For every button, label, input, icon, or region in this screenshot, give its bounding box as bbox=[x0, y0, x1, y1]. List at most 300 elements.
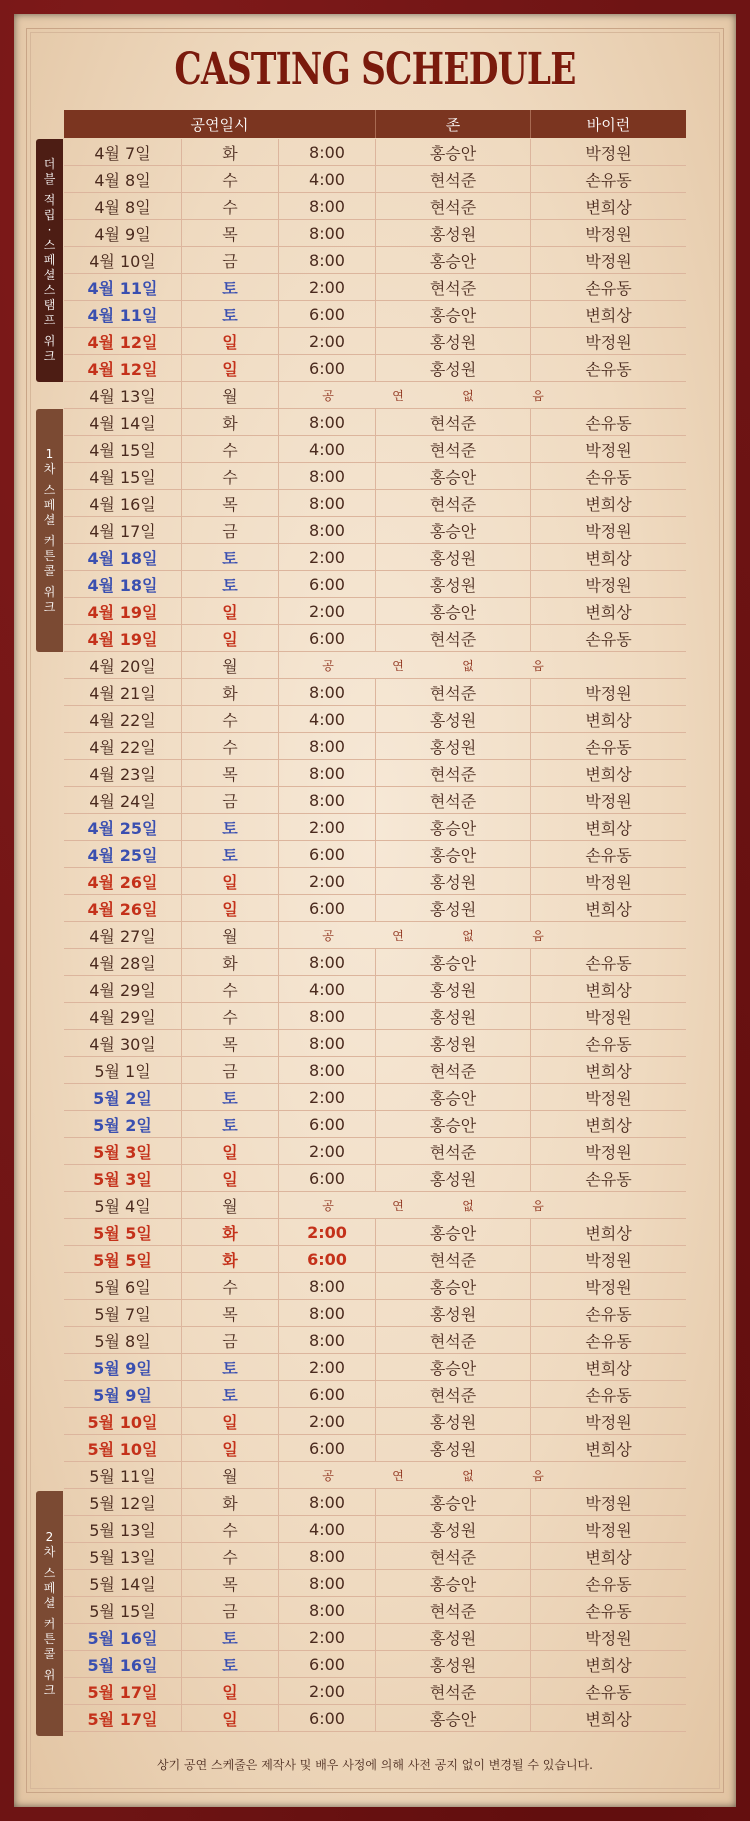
day-cell: 일 bbox=[182, 1678, 279, 1704]
date-cell: 5월 7일 bbox=[64, 1300, 182, 1326]
table-row bbox=[64, 1327, 686, 1354]
violin-cast-cell: 손유동 bbox=[585, 1385, 632, 1405]
violin-cast-cell: 손유동 bbox=[585, 413, 632, 433]
day-cell: 토 bbox=[182, 1111, 279, 1137]
side-label-char: 차 bbox=[43, 461, 56, 476]
john-cast-cell: 현석준 bbox=[376, 787, 531, 813]
date-cell: 5월 11일 bbox=[64, 1462, 182, 1488]
table-row bbox=[64, 463, 686, 490]
time-cell: 8:00 bbox=[279, 1030, 376, 1056]
day-cell: 월 bbox=[182, 652, 279, 678]
john-cast-cell: 홍성원 bbox=[376, 355, 531, 381]
side-label-char: 프 bbox=[43, 313, 56, 327]
date-cell: 5월 5일 bbox=[64, 1219, 182, 1245]
violin-cast-cell: 손유동 bbox=[585, 359, 632, 379]
table-row bbox=[64, 328, 686, 355]
side-label-special-curtain-call-week-1 bbox=[36, 409, 63, 652]
side-label-char: 2 bbox=[45, 1529, 54, 1544]
no-show-cell bbox=[279, 1462, 589, 1488]
side-label-char: 페 bbox=[43, 253, 56, 267]
violin-cast-cell: 박정원 bbox=[585, 791, 632, 811]
john-cast-cell: 홍성원 bbox=[376, 1651, 531, 1677]
time-cell: 6:00 bbox=[279, 1705, 376, 1731]
no-show-char: 음 bbox=[532, 1468, 546, 1483]
day-cell: 토 bbox=[182, 841, 279, 867]
date-cell: 4월 7일 bbox=[64, 139, 182, 165]
john-cast-cell: 현석준 bbox=[376, 409, 531, 435]
violin-cast-cell: 손유동 bbox=[585, 1169, 632, 1189]
day-cell: 목 bbox=[182, 220, 279, 246]
day-cell: 수 bbox=[182, 463, 279, 489]
table-row bbox=[64, 1651, 686, 1678]
violin-cast-cell: 박정원 bbox=[585, 1142, 632, 1162]
date-cell: 4월 26일 bbox=[64, 868, 182, 894]
side-label-char: 스 bbox=[43, 1565, 56, 1580]
john-cast-cell: 현석준 bbox=[376, 625, 531, 651]
table-row bbox=[64, 1111, 686, 1138]
side-label-char: 스 bbox=[43, 482, 56, 497]
violin-cast-cell: 변희상 bbox=[585, 305, 632, 325]
date-cell: 4월 22일 bbox=[64, 706, 182, 732]
side-label-char: 위 bbox=[43, 334, 56, 348]
time-cell: 2:00 bbox=[279, 1138, 376, 1164]
violin-cast-cell: 변희상 bbox=[585, 1439, 632, 1459]
table-row bbox=[64, 1462, 686, 1489]
date-cell: 5월 12일 bbox=[64, 1489, 182, 1515]
john-cast-cell: 현석준 bbox=[376, 1327, 531, 1353]
day-cell: 금 bbox=[182, 787, 279, 813]
day-cell: 화 bbox=[182, 1246, 279, 1272]
day-cell: 화 bbox=[182, 409, 279, 435]
date-cell: 5월 4일 bbox=[64, 1192, 182, 1218]
john-cast-cell: 현석준 bbox=[376, 166, 531, 192]
no-show-char: 공 bbox=[322, 1198, 336, 1213]
day-cell: 수 bbox=[182, 1003, 279, 1029]
page-title: CASTING SCHEDULE bbox=[174, 44, 576, 95]
no-show-char: 없 bbox=[462, 1198, 476, 1213]
table-row bbox=[64, 1516, 686, 1543]
john-cast-cell: 현석준 bbox=[376, 274, 531, 300]
time-cell: 6:00 bbox=[279, 355, 376, 381]
time-cell: 8:00 bbox=[279, 760, 376, 786]
date-cell: 4월 9일 bbox=[64, 220, 182, 246]
john-cast-cell: 홍승안 bbox=[376, 598, 531, 624]
day-cell: 수 bbox=[182, 733, 279, 759]
time-cell: 2:00 bbox=[279, 328, 376, 354]
john-cast-cell: 홍성원 bbox=[376, 733, 531, 759]
date-cell: 5월 9일 bbox=[64, 1354, 182, 1380]
table-row bbox=[64, 355, 686, 382]
side-label-char: 크 bbox=[43, 1682, 56, 1697]
side-label-char: 셜 bbox=[43, 268, 56, 282]
date-cell: 4월 29일 bbox=[64, 1003, 182, 1029]
table-row bbox=[64, 1354, 686, 1381]
day-cell: 금 bbox=[182, 247, 279, 273]
john-cast-cell: 홍성원 bbox=[376, 1003, 531, 1029]
violin-cast-cell: 박정원 bbox=[585, 575, 632, 595]
john-cast-cell: 현석준 bbox=[376, 1597, 531, 1623]
violin-cast-cell: 박정원 bbox=[585, 332, 632, 352]
time-cell: 2:00 bbox=[279, 1219, 376, 1245]
day-cell: 토 bbox=[182, 301, 279, 327]
date-cell: 5월 1일 bbox=[64, 1057, 182, 1083]
violin-cast-cell: 변희상 bbox=[585, 1061, 632, 1081]
violin-cast-cell: 박정원 bbox=[585, 440, 632, 460]
date-cell: 4월 20일 bbox=[64, 652, 182, 678]
day-cell: 금 bbox=[182, 1057, 279, 1083]
no-show-char: 공 bbox=[322, 928, 336, 943]
side-label-char: 콜 bbox=[43, 1646, 56, 1661]
table-row bbox=[64, 814, 686, 841]
day-cell: 화 bbox=[182, 1219, 279, 1245]
violin-cast-cell: 변희상 bbox=[585, 710, 632, 730]
no-show-char: 연 bbox=[392, 658, 406, 673]
no-show-char: 없 bbox=[462, 1468, 476, 1483]
time-cell: 8:00 bbox=[279, 1273, 376, 1299]
side-label-char: 크 bbox=[43, 599, 56, 614]
table-row bbox=[64, 571, 686, 598]
date-cell: 5월 10일 bbox=[64, 1408, 182, 1434]
time-cell: 6:00 bbox=[279, 1246, 376, 1272]
violin-cast-cell: 변희상 bbox=[585, 899, 632, 919]
violin-cast-cell: 변희상 bbox=[585, 1223, 632, 1243]
violin-cast-cell: 박정원 bbox=[585, 1493, 632, 1513]
day-cell: 일 bbox=[182, 895, 279, 921]
time-cell: 8:00 bbox=[279, 220, 376, 246]
john-cast-cell: 현석준 bbox=[376, 760, 531, 786]
date-cell: 5월 9일 bbox=[64, 1381, 182, 1407]
john-cast-cell: 홍승안 bbox=[376, 139, 531, 165]
day-cell: 일 bbox=[182, 328, 279, 354]
time-cell: 8:00 bbox=[279, 409, 376, 435]
violin-cast-cell: 박정원 bbox=[585, 1412, 632, 1432]
date-cell: 4월 28일 bbox=[64, 949, 182, 975]
side-label-char: 페 bbox=[43, 1580, 56, 1595]
date-cell: 5월 2일 bbox=[64, 1111, 182, 1137]
violin-cast-cell: 손유동 bbox=[585, 278, 632, 298]
day-cell: 목 bbox=[182, 1300, 279, 1326]
day-cell: 일 bbox=[182, 625, 279, 651]
footer-note: 상기 공연 스케줄은 제작사 및 배우 사정에 의해 사전 공지 없이 변경될 수 있습니다. bbox=[157, 1758, 593, 1772]
date-cell: 4월 27일 bbox=[64, 922, 182, 948]
john-cast-cell: 홍성원 bbox=[376, 976, 531, 1002]
side-label-char: 블 bbox=[43, 172, 56, 186]
side-label-double-stamp-week bbox=[36, 139, 63, 382]
john-cast-cell: 홍승안 bbox=[376, 247, 531, 273]
violin-cast-cell: 변희상 bbox=[585, 980, 632, 1000]
time-cell: 8:00 bbox=[279, 139, 376, 165]
day-cell: 월 bbox=[182, 922, 279, 948]
time-cell: 8:00 bbox=[279, 1003, 376, 1029]
no-show-char: 음 bbox=[532, 388, 546, 403]
time-cell: 4:00 bbox=[279, 436, 376, 462]
john-cast-cell: 홍승안 bbox=[376, 814, 531, 840]
day-cell: 화 bbox=[182, 679, 279, 705]
no-show-cell bbox=[279, 1192, 589, 1218]
table-row bbox=[64, 409, 686, 436]
john-cast-cell: 홍성원 bbox=[376, 1624, 531, 1650]
side-label-char: 차 bbox=[43, 1544, 56, 1559]
table-row bbox=[64, 760, 686, 787]
side-label-char: 탬 bbox=[43, 298, 56, 312]
date-cell: 4월 8일 bbox=[64, 193, 182, 219]
no-show-char: 연 bbox=[392, 928, 406, 943]
table-row bbox=[64, 1408, 686, 1435]
violin-cast-cell: 변희상 bbox=[585, 1655, 632, 1675]
day-cell: 수 bbox=[182, 436, 279, 462]
time-cell: 6:00 bbox=[279, 1435, 376, 1461]
violin-cast-cell: 박정원 bbox=[585, 1007, 632, 1027]
side-label-char: 스 bbox=[43, 238, 56, 252]
side-label-char: · bbox=[47, 223, 52, 237]
violin-cast-cell: 박정원 bbox=[585, 521, 632, 541]
side-label-char: 1 bbox=[45, 446, 54, 461]
day-cell: 수 bbox=[182, 193, 279, 219]
table-row bbox=[64, 625, 686, 652]
violin-cast-cell: 박정원 bbox=[585, 1250, 632, 1270]
john-cast-cell: 홍승안 bbox=[376, 1489, 531, 1515]
john-cast-cell: 홍성원 bbox=[376, 1516, 531, 1542]
date-cell: 4월 18일 bbox=[64, 571, 182, 597]
table-row bbox=[64, 1165, 686, 1192]
day-cell: 수 bbox=[182, 1543, 279, 1569]
date-cell: 4월 29일 bbox=[64, 976, 182, 1002]
day-cell: 월 bbox=[182, 1192, 279, 1218]
day-cell: 토 bbox=[182, 571, 279, 597]
time-cell: 6:00 bbox=[279, 625, 376, 651]
john-cast-cell: 홍승안 bbox=[376, 301, 531, 327]
date-cell: 5월 13일 bbox=[64, 1543, 182, 1569]
date-cell: 5월 15일 bbox=[64, 1597, 182, 1623]
time-cell: 4:00 bbox=[279, 706, 376, 732]
violin-cast-cell: 변희상 bbox=[585, 197, 632, 217]
time-cell: 8:00 bbox=[279, 787, 376, 813]
table-row bbox=[64, 1705, 686, 1732]
violin-cast-cell: 박정원 bbox=[585, 1088, 632, 1108]
no-show-cell bbox=[279, 652, 589, 678]
day-cell: 화 bbox=[182, 139, 279, 165]
date-cell: 4월 24일 bbox=[64, 787, 182, 813]
day-cell: 금 bbox=[182, 1597, 279, 1623]
side-label-char: 튼 bbox=[43, 548, 56, 563]
date-cell: 4월 12일 bbox=[64, 355, 182, 381]
day-cell: 일 bbox=[182, 868, 279, 894]
date-cell: 4월 12일 bbox=[64, 328, 182, 354]
john-cast-cell: 홍성원 bbox=[376, 1408, 531, 1434]
no-show-char: 연 bbox=[392, 388, 406, 403]
violin-cast-cell: 박정원 bbox=[585, 251, 632, 271]
day-cell: 토 bbox=[182, 1084, 279, 1110]
time-cell: 4:00 bbox=[279, 976, 376, 1002]
time-cell: 4:00 bbox=[279, 1516, 376, 1542]
table-row bbox=[64, 787, 686, 814]
john-cast-cell: 홍승안 bbox=[376, 1219, 531, 1245]
side-label-char: 셜 bbox=[43, 512, 56, 527]
time-cell: 8:00 bbox=[279, 1597, 376, 1623]
time-cell: 8:00 bbox=[279, 1327, 376, 1353]
date-cell: 5월 17일 bbox=[64, 1705, 182, 1731]
time-cell: 8:00 bbox=[279, 733, 376, 759]
no-show-char: 공 bbox=[322, 658, 336, 673]
time-cell: 2:00 bbox=[279, 544, 376, 570]
date-cell: 5월 13일 bbox=[64, 1516, 182, 1542]
time-cell: 6:00 bbox=[279, 841, 376, 867]
table-row bbox=[64, 247, 686, 274]
time-cell: 2:00 bbox=[279, 1408, 376, 1434]
side-label-char: 튼 bbox=[43, 1631, 56, 1646]
day-cell: 토 bbox=[182, 544, 279, 570]
date-cell: 4월 16일 bbox=[64, 490, 182, 516]
date-cell: 4월 25일 bbox=[64, 814, 182, 840]
day-cell: 토 bbox=[182, 1624, 279, 1650]
john-cast-cell: 홍성원 bbox=[376, 895, 531, 921]
day-cell: 토 bbox=[182, 1651, 279, 1677]
day-cell: 일 bbox=[182, 1165, 279, 1191]
violin-cast-cell: 손유동 bbox=[585, 467, 632, 487]
time-cell: 8:00 bbox=[279, 1570, 376, 1596]
no-show-char: 없 bbox=[462, 658, 476, 673]
time-cell: 8:00 bbox=[279, 463, 376, 489]
john-cast-cell: 홍승안 bbox=[376, 1084, 531, 1110]
table-row bbox=[64, 1003, 686, 1030]
table-row bbox=[64, 139, 686, 166]
time-cell: 6:00 bbox=[279, 1111, 376, 1137]
table-row bbox=[64, 301, 686, 328]
day-cell: 화 bbox=[182, 949, 279, 975]
time-cell: 6:00 bbox=[279, 1165, 376, 1191]
table-row bbox=[64, 949, 686, 976]
time-cell: 8:00 bbox=[279, 679, 376, 705]
table-row bbox=[64, 1246, 686, 1273]
date-cell: 4월 11일 bbox=[64, 301, 182, 327]
time-cell: 6:00 bbox=[279, 301, 376, 327]
date-cell: 4월 26일 bbox=[64, 895, 182, 921]
table-row bbox=[64, 1489, 686, 1516]
violin-cast-cell: 박정원 bbox=[585, 683, 632, 703]
violin-cast-cell: 손유동 bbox=[585, 1574, 632, 1594]
john-cast-cell: 홍승안 bbox=[376, 1705, 531, 1731]
table-row bbox=[64, 841, 686, 868]
john-cast-cell: 홍성원 bbox=[376, 868, 531, 894]
date-cell: 4월 17일 bbox=[64, 517, 182, 543]
day-cell: 월 bbox=[182, 382, 279, 408]
no-show-char: 음 bbox=[532, 658, 546, 673]
time-cell: 8:00 bbox=[279, 1057, 376, 1083]
time-cell: 6:00 bbox=[279, 895, 376, 921]
violin-cast-cell: 변희상 bbox=[585, 1115, 632, 1135]
date-cell: 4월 15일 bbox=[64, 463, 182, 489]
violin-cast-cell: 손유동 bbox=[585, 170, 632, 190]
time-cell: 4:00 bbox=[279, 166, 376, 192]
table-row bbox=[64, 598, 686, 625]
violin-cast-cell: 변희상 bbox=[585, 764, 632, 784]
table-row bbox=[64, 1030, 686, 1057]
no-show-char: 음 bbox=[532, 928, 546, 943]
date-cell: 5월 14일 bbox=[64, 1570, 182, 1596]
date-cell: 5월 10일 bbox=[64, 1435, 182, 1461]
john-cast-cell: 현석준 bbox=[376, 193, 531, 219]
john-cast-cell: 현석준 bbox=[376, 1057, 531, 1083]
table-row bbox=[64, 490, 686, 517]
day-cell: 토 bbox=[182, 814, 279, 840]
john-cast-cell: 현석준 bbox=[376, 1381, 531, 1407]
table-row bbox=[64, 1219, 686, 1246]
john-cast-cell: 홍승안 bbox=[376, 1273, 531, 1299]
day-cell: 금 bbox=[182, 517, 279, 543]
time-cell: 8:00 bbox=[279, 247, 376, 273]
violin-cast-cell: 손유동 bbox=[585, 629, 632, 649]
table-row bbox=[64, 1543, 686, 1570]
john-cast-cell: 홍성원 bbox=[376, 706, 531, 732]
time-cell: 2:00 bbox=[279, 868, 376, 894]
date-cell: 4월 19일 bbox=[64, 625, 182, 651]
date-cell: 5월 8일 bbox=[64, 1327, 182, 1353]
date-cell: 4월 30일 bbox=[64, 1030, 182, 1056]
john-cast-cell: 홍성원 bbox=[376, 1030, 531, 1056]
violin-cast-cell: 변희상 bbox=[585, 602, 632, 622]
violin-cast-cell: 손유동 bbox=[585, 1034, 632, 1054]
table-row bbox=[64, 868, 686, 895]
day-cell: 일 bbox=[182, 1705, 279, 1731]
header-date: 공연일시 bbox=[64, 110, 376, 138]
table-row bbox=[64, 1084, 686, 1111]
date-cell: 4월 21일 bbox=[64, 679, 182, 705]
john-cast-cell: 홍성원 bbox=[376, 1300, 531, 1326]
time-cell: 6:00 bbox=[279, 1651, 376, 1677]
date-cell: 5월 5일 bbox=[64, 1246, 182, 1272]
date-cell: 4월 25일 bbox=[64, 841, 182, 867]
no-show-cell bbox=[279, 922, 589, 948]
no-show-char: 없 bbox=[462, 388, 476, 403]
violin-cast-cell: 변희상 bbox=[585, 1358, 632, 1378]
day-cell: 수 bbox=[182, 1273, 279, 1299]
no-show-char: 연 bbox=[392, 1468, 406, 1483]
time-cell: 2:00 bbox=[279, 814, 376, 840]
day-cell: 일 bbox=[182, 1408, 279, 1434]
date-cell: 4월 22일 bbox=[64, 733, 182, 759]
table-row bbox=[64, 1597, 686, 1624]
table-row bbox=[64, 895, 686, 922]
day-cell: 금 bbox=[182, 1327, 279, 1353]
table-row bbox=[64, 382, 686, 409]
date-cell: 4월 8일 bbox=[64, 166, 182, 192]
no-show-char: 공 bbox=[322, 1468, 336, 1483]
date-cell: 4월 23일 bbox=[64, 760, 182, 786]
day-cell: 수 bbox=[182, 976, 279, 1002]
table-row bbox=[64, 976, 686, 1003]
day-cell: 목 bbox=[182, 760, 279, 786]
side-label-char: 립 bbox=[43, 208, 56, 222]
date-cell: 5월 16일 bbox=[64, 1651, 182, 1677]
violin-cast-cell: 변희상 bbox=[585, 1547, 632, 1567]
table-row bbox=[64, 1192, 686, 1219]
date-cell: 4월 11일 bbox=[64, 274, 182, 300]
time-cell: 2:00 bbox=[279, 1084, 376, 1110]
john-cast-cell: 현석준 bbox=[376, 1543, 531, 1569]
date-cell: 4월 15일 bbox=[64, 436, 182, 462]
violin-cast-cell: 변희상 bbox=[585, 548, 632, 568]
time-cell: 2:00 bbox=[279, 1678, 376, 1704]
table-row bbox=[64, 517, 686, 544]
time-cell: 8:00 bbox=[279, 517, 376, 543]
violin-cast-cell: 손유동 bbox=[585, 1682, 632, 1702]
day-cell: 수 bbox=[182, 166, 279, 192]
table-row bbox=[64, 1057, 686, 1084]
time-cell: 6:00 bbox=[279, 1381, 376, 1407]
time-cell: 2:00 bbox=[279, 1624, 376, 1650]
side-label-char: 스 bbox=[43, 283, 56, 297]
side-label-char: 적 bbox=[43, 193, 56, 207]
